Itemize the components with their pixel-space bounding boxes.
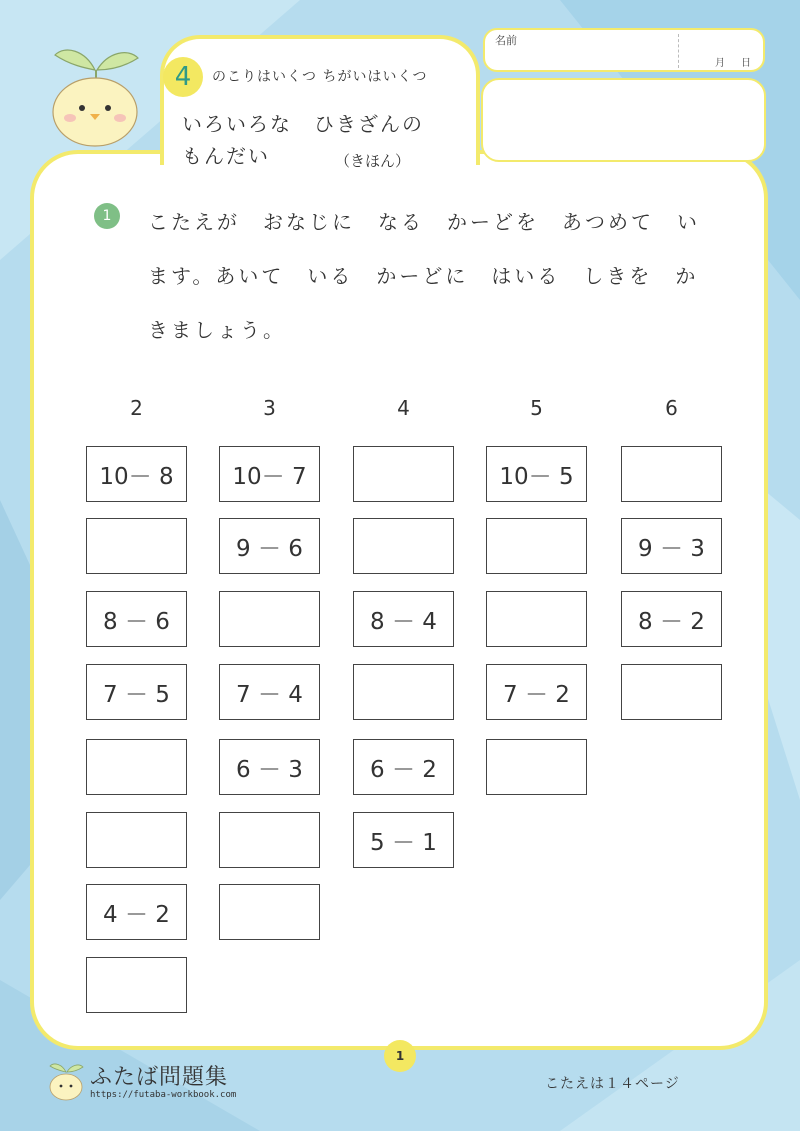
blank-card-input[interactable] (219, 591, 320, 647)
blank-card-input[interactable] (86, 812, 187, 868)
blank-card-input[interactable] (86, 518, 187, 574)
blank-card-input[interactable] (86, 739, 187, 795)
expression-card: 8 － 2 (621, 591, 722, 647)
expression-card: 8 － 6 (86, 591, 187, 647)
unit-title: のこりはいくつ ちがいはいくつ (212, 69, 428, 85)
brand-name: ふたば問題集 (90, 1065, 229, 1090)
lesson-title-line1: いろいろな ひきざんの (182, 112, 424, 136)
site-url[interactable]: https://futaba-workbook.com (90, 1090, 237, 1100)
name-field[interactable] (483, 28, 765, 72)
sprout-logo-icon (45, 1060, 87, 1102)
expression-card: 4 － 2 (86, 884, 187, 940)
lesson-title-line2: もんだい (182, 144, 270, 168)
column-answer-5: 6 (665, 396, 678, 420)
expression-card: 10－ 8 (86, 446, 187, 502)
expression-card: 9 － 3 (621, 518, 722, 574)
answer-page-note: こたえは１４ページ (545, 1076, 680, 1092)
blank-card-input[interactable] (486, 739, 587, 795)
column-answer-3: 4 (397, 396, 410, 420)
page-number-badge: 1 (384, 1040, 416, 1072)
question-number-badge: 1 (94, 203, 120, 229)
expression-card: 6 － 2 (353, 739, 454, 795)
blank-card-input[interactable] (353, 518, 454, 574)
blank-card-input[interactable] (486, 518, 587, 574)
score-box[interactable] (481, 78, 766, 162)
expression-card: 9 － 6 (219, 518, 320, 574)
column-answer-2: 3 (263, 396, 276, 420)
blank-card-input[interactable] (486, 591, 587, 647)
expression-card: 7 － 4 (219, 664, 320, 720)
blank-card-input[interactable] (219, 812, 320, 868)
expression-card: 10－ 5 (486, 446, 587, 502)
blank-card-input[interactable] (219, 884, 320, 940)
lesson-subtitle: （きほん） (335, 152, 411, 170)
expression-card: 6 － 3 (219, 739, 320, 795)
expression-card: 10－ 7 (219, 446, 320, 502)
blank-card-input[interactable] (353, 446, 454, 502)
expression-card: 7 － 2 (486, 664, 587, 720)
column-answer-4: 5 (530, 396, 543, 420)
expression-card: 7 － 5 (86, 664, 187, 720)
name-label: 名前 (495, 34, 517, 47)
blank-card-input[interactable] (353, 664, 454, 720)
day-label: 日 (741, 58, 751, 69)
month-label: 月 (715, 58, 725, 69)
column-answer-1: 2 (130, 396, 143, 420)
blank-card-input[interactable] (621, 446, 722, 502)
sprout-mascot-icon (40, 40, 150, 150)
blank-card-input[interactable] (621, 664, 722, 720)
unit-number-badge: 4 (163, 57, 203, 97)
expression-card: 8 － 4 (353, 591, 454, 647)
expression-card: 5 － 1 (353, 812, 454, 868)
blank-card-input[interactable] (86, 957, 187, 1013)
question-text: こたえが おなじに なる かーどを あつめて います。あいて いる かーどに はいる しきを かきましょう。 (148, 210, 700, 342)
